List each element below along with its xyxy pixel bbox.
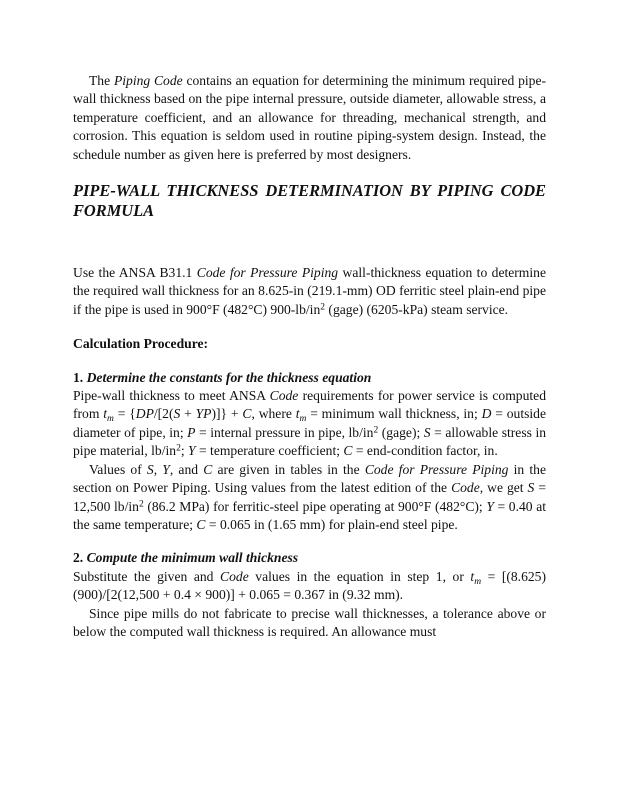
step-1-paragraph-1 xyxy=(73,387,546,461)
text: values in the equation in step 1, or xyxy=(248,568,471,584)
var-t: t xyxy=(103,406,108,422)
text: = minimum wall thickness, in; xyxy=(306,406,482,422)
step-number: 1. xyxy=(73,369,87,385)
text-italic: Code xyxy=(269,388,299,404)
var-m: m xyxy=(474,576,482,587)
text: requirements for power service is computed from xyxy=(73,388,546,422)
text: Values of xyxy=(89,461,147,477)
step-1-title xyxy=(73,369,546,387)
text: are given in tables in the xyxy=(212,461,365,477)
text: = [(8.625) (900)/[2(12,500 + 0.4 × 900)] + 0.065 = 0.367 in (9.32 mm). xyxy=(73,568,546,603)
var-m: m xyxy=(299,414,307,425)
var-Y: Y xyxy=(188,443,196,459)
var-S: S xyxy=(527,480,535,496)
text: = 0.40 at the same temperature; xyxy=(73,498,547,532)
text: = temperature coefficient; xyxy=(195,443,344,459)
text: (86.2 MPa) for ferritic-steel pipe operating at 900°F (482°C); xyxy=(143,498,487,514)
text-italic: Code for Pressure Piping xyxy=(364,461,509,477)
calculation-procedure-label: Calculation Procedure: xyxy=(73,336,209,352)
step-number: 2. xyxy=(73,550,87,566)
var-Y: Y xyxy=(486,498,494,514)
step-2 xyxy=(73,549,546,641)
text: = { xyxy=(113,406,136,422)
var-D: D xyxy=(481,406,492,422)
intro-code-title: Piping Code xyxy=(113,73,183,88)
var-C: C xyxy=(343,443,353,459)
text: = internal pressure in pipe, lb/in xyxy=(195,424,374,440)
text: , where xyxy=(251,406,296,422)
text: = 0.065 in (1.65 mm) for plain-end steel pipe. xyxy=(205,516,458,532)
step-1-paragraph-2 xyxy=(73,461,546,535)
text: we get xyxy=(483,480,528,496)
text: (gage); xyxy=(378,424,424,440)
problem-text-3: (gage) (6205-kPa) steam service. xyxy=(325,301,509,317)
step-1 xyxy=(73,369,546,535)
text: ; xyxy=(180,443,189,459)
intro-text-rest: contains an equation for determining the minimum required pipe-wall thickness based on the pipe internal pressure, outside diameter, allowable stress, a temperature coefficient, and an allowance for threading, mechanical strength, and corrosion. This equation is seldom used in routine piping-system design. Instead, the schedule number as given here is preferred by most designers. xyxy=(73,73,546,162)
text: = end-condition factor, in. xyxy=(352,443,498,459)
text-italic: Code, xyxy=(451,480,484,496)
superscript: 2 xyxy=(176,444,181,454)
var-S: S xyxy=(173,406,181,422)
var-t: t xyxy=(470,568,475,584)
step-2-paragraph-1 xyxy=(73,568,546,605)
text: Since pipe mills do not fabricate to precise wall thicknesses, a tolerance above or below the computed wall thickness is required. An allowance must xyxy=(73,605,546,639)
var-m: m xyxy=(107,414,114,425)
text: = 12,500 lb/in xyxy=(73,480,546,514)
var-C: C xyxy=(196,516,206,532)
text: + xyxy=(180,406,196,422)
var-DP: DP xyxy=(135,406,154,422)
section-heading: PIPE-WALL THICKNESS DETERMINATION BY PIPING CODE FORMULA xyxy=(73,181,546,221)
text: )]} + xyxy=(211,406,243,422)
text: , xyxy=(153,461,163,477)
var-t: t xyxy=(295,406,300,422)
document-page xyxy=(73,72,546,641)
text: , and xyxy=(169,461,204,477)
superscript: 2 xyxy=(373,425,379,436)
step-title-text: Compute the minimum wall thickness xyxy=(86,550,299,566)
problem-text: Use the ANSA B31.1 xyxy=(73,265,197,281)
intro-text: The xyxy=(89,73,114,88)
problem-code-title: Code for Pressure Piping xyxy=(196,265,339,281)
var-P: P xyxy=(187,424,196,440)
var-YP: YP xyxy=(195,406,212,422)
text-italic: Code xyxy=(220,568,249,584)
text: Substitute the given and xyxy=(73,568,221,584)
intro-paragraph xyxy=(73,72,546,164)
problem-statement xyxy=(73,264,546,319)
step-2-paragraph-2 xyxy=(73,605,546,642)
superscript: 2 xyxy=(320,302,326,313)
text: in the section on Power Piping. Using values from the latest edition of the xyxy=(73,461,546,496)
var-C: C xyxy=(242,406,252,422)
text: = allowable stress in pipe material, lb/in xyxy=(73,424,547,459)
var-S: S xyxy=(423,424,431,440)
superscript: 2 xyxy=(138,499,144,510)
problem-text-2: wall-thickness equation to determine the required wall thickness for an 8.625-in (219.1-mm) OD ferritic steel plain-end pipe if the pipe is used in 900°F (482°C) 900-lb/in xyxy=(73,265,546,317)
text: Pipe-wall thickness to meet ANSA xyxy=(73,388,270,404)
text: /[2( xyxy=(153,406,174,422)
step-2-title xyxy=(73,549,546,567)
step-title-text: Determine the constants for the thickness equation xyxy=(86,369,372,385)
var-Y: Y xyxy=(162,461,170,477)
text: = outside diameter of pipe, in; xyxy=(73,406,546,440)
var-C: C xyxy=(203,461,213,477)
var-S: S xyxy=(146,461,154,477)
